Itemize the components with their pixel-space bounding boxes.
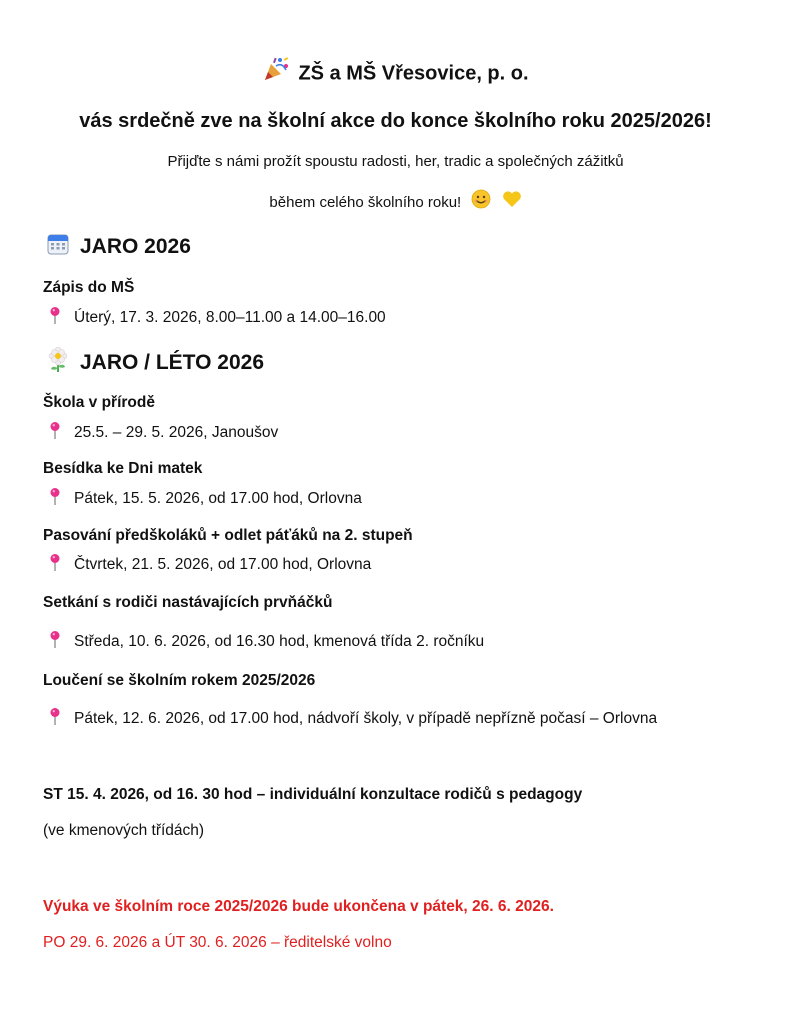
section-heading-text: JARO / LÉTO 2026 (80, 351, 265, 374)
intro-line-2 (0, 191, 791, 215)
section-heading-jaro-leto (46, 347, 264, 379)
intro-line-2-text: během celého školního roku! (269, 193, 462, 211)
pushpin-icon (50, 487, 64, 505)
event-title: Pasování předškoláků + odlet páťáků na 2. stupeň (43, 527, 413, 544)
consultation-note: (ve kmenových třídách) (43, 822, 205, 839)
event-detail-text: Pátek, 15. 5. 2026, od 17.00 hod, Orlovna (74, 490, 362, 507)
page-subtitle: vás srdečně zve na školní akce do konce školního roku 2025/2026! (79, 110, 712, 132)
event-detail (50, 490, 362, 508)
event-detail (50, 424, 278, 442)
section-heading-jaro (46, 232, 191, 262)
title-text: ZŠ a MŠ Vřesovice, p. o. (298, 62, 529, 85)
pushpin-icon (50, 707, 64, 725)
event-title: Setkání s rodiči nastávajících prvňáčků (43, 594, 333, 611)
pushpin-icon (50, 553, 64, 571)
event-detail (50, 309, 386, 327)
yellow-heart-icon (502, 190, 522, 212)
flower-icon (46, 347, 70, 379)
section-heading-text: JARO 2026 (80, 235, 191, 258)
director-leave-notice: PO 29. 6. 2026 a ÚT 30. 6. 2026 – ředitelské volno (43, 934, 392, 951)
event-title: Besídka ke Dni matek (43, 460, 203, 477)
event-title: Loučení se školním rokem 2025/2026 (43, 672, 316, 689)
event-detail-text: Čtvrtek, 21. 5. 2026, od 17.00 hod, Orlovna (74, 556, 372, 573)
pushpin-icon (50, 630, 64, 648)
event-detail-text: Pátek, 12. 6. 2026, od 17.00 hod, nádvoří školy, v případě nepřízně počasí – Orlovna (74, 710, 658, 727)
smiling-face-icon (471, 189, 491, 213)
event-detail-text: Středa, 10. 6. 2026, od 16.30 hod, kmenová třída 2. ročníku (74, 633, 485, 650)
event-title: Škola v přírodě (43, 394, 155, 411)
event-title: Zápis do MŠ (43, 279, 135, 296)
party-popper-icon (262, 56, 290, 88)
end-of-year-notice: Výuka ve školním roce 2025/2026 bude ukončena v pátek, 26. 6. 2026. (43, 898, 554, 915)
pushpin-icon (50, 421, 64, 439)
event-detail (50, 633, 484, 651)
event-detail (50, 556, 371, 574)
page-title (0, 58, 791, 90)
event-detail (50, 710, 657, 728)
event-detail-text: Úterý, 17. 3. 2026, 8.00–11.00 a 14.00–16.00 (74, 309, 386, 326)
intro-line-1: Přijďte s námi prožít spoustu radosti, her, tradic a společných zážitků (167, 153, 624, 170)
event-detail-text: 25.5. – 29. 5. 2026, Janoušov (74, 424, 279, 441)
pushpin-icon (50, 306, 64, 324)
consultation-line: ST 15. 4. 2026, od 16. 30 hod – individuální konzultace rodičů s pedagogy (43, 786, 583, 803)
calendar-icon (46, 232, 70, 262)
